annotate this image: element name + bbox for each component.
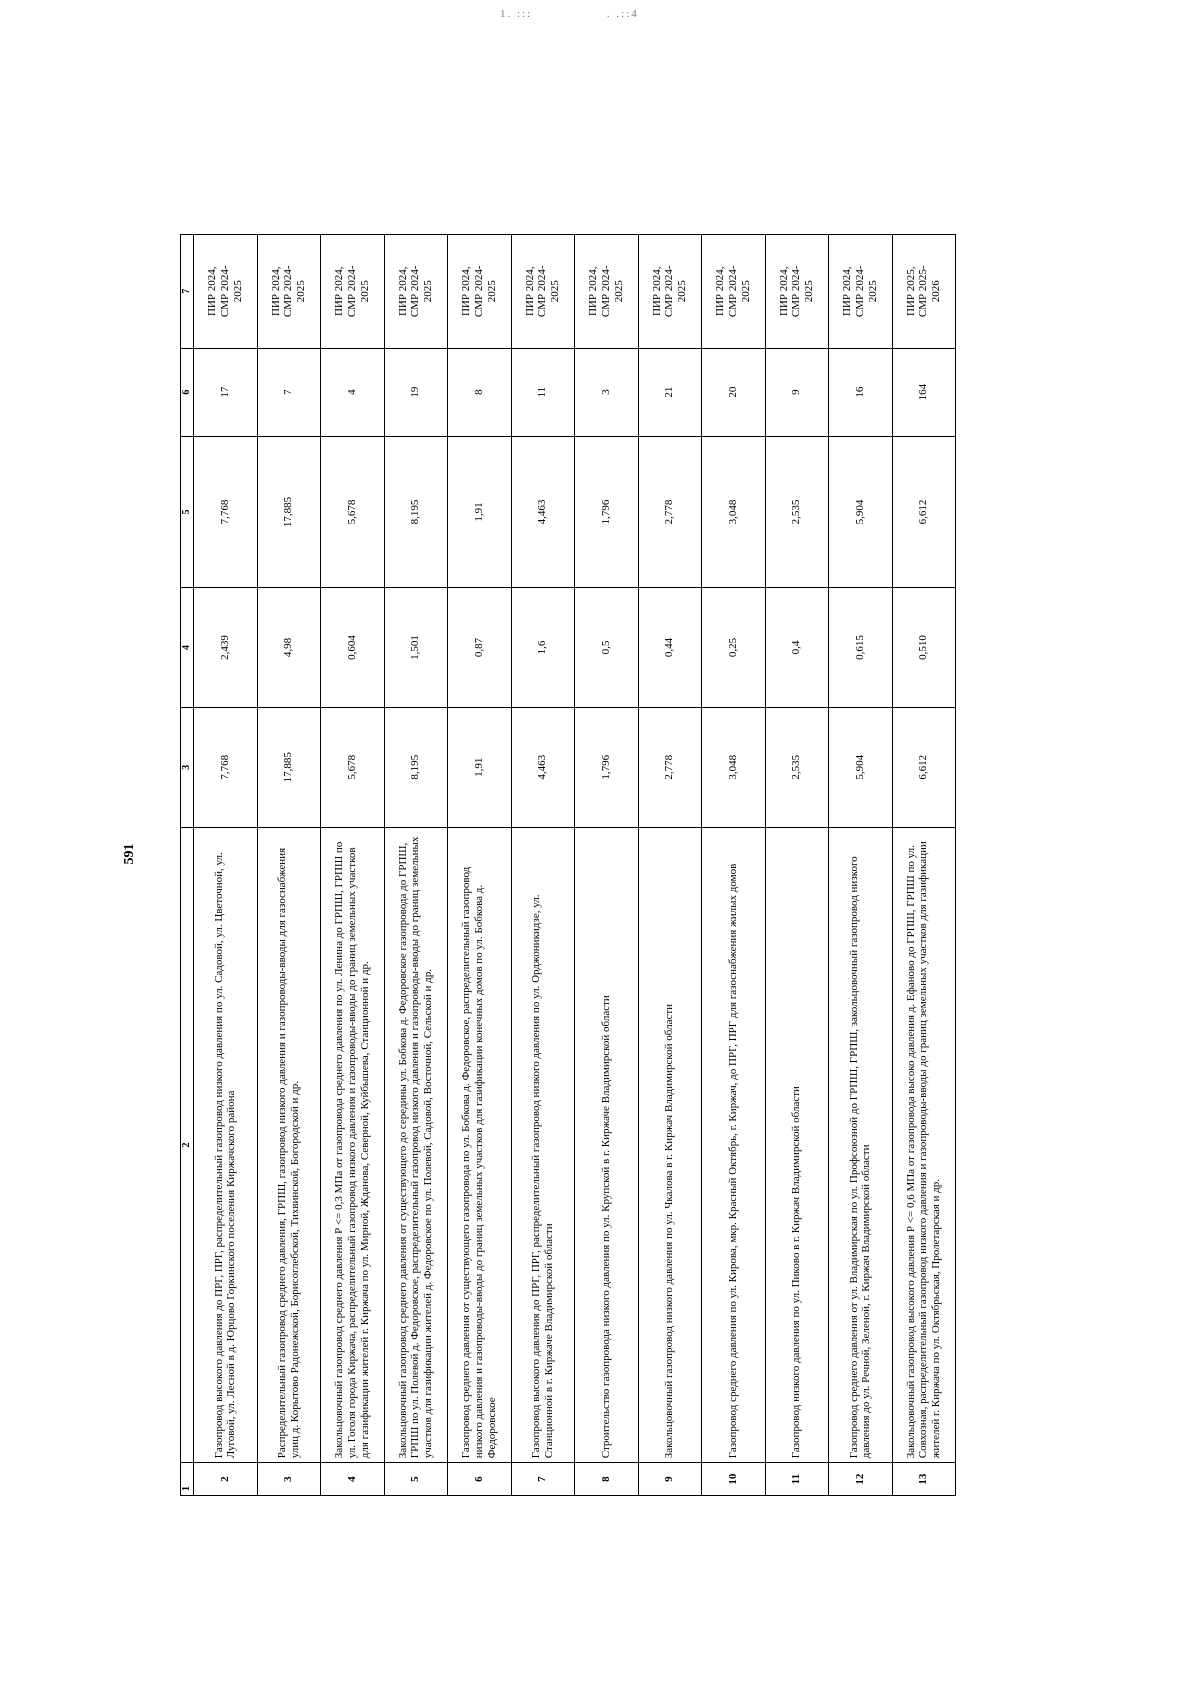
schedule-cell bbox=[829, 235, 893, 349]
schedule-cell bbox=[702, 235, 766, 349]
schedule-line: 2025 bbox=[231, 280, 244, 303]
col6-value: 21 bbox=[638, 348, 702, 436]
row-number: 8 bbox=[575, 1463, 639, 1496]
col4-value: 0,615 bbox=[829, 588, 893, 708]
col6-value: 8 bbox=[448, 348, 512, 436]
schedule-line: ПИР 2024, bbox=[333, 266, 346, 317]
col5-value: 3,048 bbox=[702, 436, 766, 587]
schedule-line: ПИР 2025, bbox=[904, 266, 917, 317]
schedule-line: ПИР 2024, bbox=[650, 266, 663, 317]
col6-value: 3 bbox=[575, 348, 639, 436]
col5-value: 6,612 bbox=[892, 436, 956, 587]
col5-value: 4,463 bbox=[511, 436, 575, 587]
column-header: 5 bbox=[181, 436, 194, 587]
col3-value: 5,904 bbox=[829, 707, 893, 827]
schedule-line: СМР 2024- bbox=[790, 265, 803, 318]
col3-value: 2,778 bbox=[638, 707, 702, 827]
row-number: 9 bbox=[638, 1463, 702, 1496]
schedule-cell bbox=[384, 235, 448, 349]
schedule-line: СМР 2024- bbox=[282, 265, 295, 318]
col3-value: 7,768 bbox=[194, 707, 258, 827]
col3-value: 1,796 bbox=[575, 707, 639, 827]
schedule-line: СМР 2025- bbox=[917, 265, 930, 318]
row-number: 6 bbox=[448, 1463, 512, 1496]
object-description: Газопровод низкого давления по ул. Пиково в г. Киржач Владимирской области bbox=[765, 827, 829, 1463]
col5-value: 1,796 bbox=[575, 436, 639, 587]
col4-value: 1,501 bbox=[384, 588, 448, 708]
schedule-cell bbox=[765, 235, 829, 349]
object-description: Газопровод среднего давления от существующего газопровода по ул. Бобкова д. Федоровское, распределительный газопровод низкого давления и газопроводы-вводы до границ земельных участков для газификации конечных домов по ул. Бобкова д. Федоровское bbox=[448, 827, 512, 1463]
schedule-line: ПИР 2024, bbox=[523, 266, 536, 317]
object-description: Закольцовочный газопровод высокого давления Р <= 0,6 МПа от газопровода высоко давления д. Ефаново до ГРПШ, ГРПШ по ул. Совхозная, распределительный газопровод низкого давления и газопроводы-вводы до границ земельных участков для газификации жителей г. Киржача по ул. Октябрьская, Пролетарская и др. bbox=[892, 827, 956, 1463]
column-header: 4 bbox=[181, 588, 194, 708]
col6-value: 17 bbox=[194, 348, 258, 436]
table-row bbox=[257, 235, 321, 1496]
schedule-line: ПИР 2024, bbox=[269, 266, 282, 317]
col3-value: 3,048 bbox=[702, 707, 766, 827]
schedule-cell bbox=[194, 235, 258, 349]
table-row bbox=[511, 235, 575, 1496]
col5-value: 2,535 bbox=[765, 436, 829, 587]
col5-value: 1,91 bbox=[448, 436, 512, 587]
schedule-line: СМР 2024- bbox=[472, 265, 485, 318]
row-number: 12 bbox=[829, 1463, 893, 1496]
table-row bbox=[194, 235, 258, 1496]
col4-value: 0,4 bbox=[765, 588, 829, 708]
header-row bbox=[181, 235, 194, 1496]
schedule-line: ПИР 2024, bbox=[587, 266, 600, 317]
schedule-line: СМР 2024- bbox=[853, 265, 866, 318]
row-number: 7 bbox=[511, 1463, 575, 1496]
col6-value: 19 bbox=[384, 348, 448, 436]
schedule-cell bbox=[511, 235, 575, 349]
page-number: 591 bbox=[122, 843, 137, 865]
schedule-line: 2025 bbox=[549, 280, 562, 303]
col5-value: 7,768 bbox=[194, 436, 258, 587]
col4-value: 2,439 bbox=[194, 588, 258, 708]
table-row bbox=[702, 235, 766, 1496]
table-row bbox=[892, 235, 956, 1496]
schedule-cell bbox=[638, 235, 702, 349]
col3-value: 4,463 bbox=[511, 707, 575, 827]
col5-value: 8,195 bbox=[384, 436, 448, 587]
scan-mark: 1. ::: bbox=[500, 8, 533, 20]
col4-value: 1,6 bbox=[511, 588, 575, 708]
row-number: 10 bbox=[702, 1463, 766, 1496]
object-description: Закольцовочный газопровод среднего давления Р <= 0,3 МПа от газопровода среднего давления по ул. Ленина до ГРПШ, ГРПШ по ул. Гоголя города Киржача, распределительный газопровод низкого давления и газопроводы-вводы до границ земельных участков для газификации жителей г. Киржача по ул. Мирной, Жданова, Северной, Куйбышева, Станционной и др. bbox=[321, 827, 385, 1463]
scan-mark: . .::4 bbox=[606, 8, 639, 20]
col5-value: 17,885 bbox=[257, 436, 321, 587]
schedule-cell bbox=[257, 235, 321, 349]
rotated-table-container bbox=[180, 234, 956, 1496]
col3-value: 6,612 bbox=[892, 707, 956, 827]
schedule-line: ПИР 2024, bbox=[206, 266, 219, 317]
col3-value: 2,535 bbox=[765, 707, 829, 827]
object-description: Закольцовочный газопровод среднего давления от существующего до середины ул. Бобкова д. Федоровское газопровода до ГРПШ, ГРПШ по ул. Полевой д. Федоровское, распределительный газопровод низкого давления и газопроводы-вводы до границ земельных участков для газификации жителей д. Федоровское по ул. Полевой, Садовой, Восточной, Сельской и др. bbox=[384, 827, 448, 1463]
gas-pipeline-table bbox=[180, 234, 956, 1496]
schedule-line: ПИР 2024, bbox=[841, 266, 854, 317]
schedule-line: 2025 bbox=[485, 280, 498, 303]
col6-value: 7 bbox=[257, 348, 321, 436]
col6-value: 4 bbox=[321, 348, 385, 436]
schedule-line: 2025 bbox=[803, 280, 816, 303]
schedule-line: ПИР 2024, bbox=[714, 266, 727, 317]
schedule-line: 2025 bbox=[295, 280, 308, 303]
object-description: Газопровод высокого давления до ПРГ, ПРГ, распределительный газопровод низкого давления по ул. Орджоникидзе, ул. Станционной в г. Киржаче Владимирской области bbox=[511, 827, 575, 1463]
table-row bbox=[765, 235, 829, 1496]
schedule-cell bbox=[321, 235, 385, 349]
schedule-line: СМР 2024- bbox=[663, 265, 676, 318]
table-row bbox=[448, 235, 512, 1496]
table-row bbox=[321, 235, 385, 1496]
schedule-line: 2026 bbox=[930, 280, 943, 303]
col3-value: 8,195 bbox=[384, 707, 448, 827]
schedule-cell bbox=[448, 235, 512, 349]
table-row bbox=[638, 235, 702, 1496]
col5-value: 5,904 bbox=[829, 436, 893, 587]
col6-value: 11 bbox=[511, 348, 575, 436]
col4-value: 0,604 bbox=[321, 588, 385, 708]
object-description: Строительство газопровода низкого давления по ул. Крупской в г. Киржаче Владимирской области bbox=[575, 827, 639, 1463]
col4-value: 4,98 bbox=[257, 588, 321, 708]
col4-value: 0,44 bbox=[638, 588, 702, 708]
schedule-line: СМР 2024- bbox=[536, 265, 549, 318]
object-description: Закольцовочный газопровод низкого давления по ул. Чкалова в г. Киржач Владимирской области bbox=[638, 827, 702, 1463]
schedule-line: 2025 bbox=[358, 280, 371, 303]
row-number: 5 bbox=[384, 1463, 448, 1496]
col6-value: 16 bbox=[829, 348, 893, 436]
column-header: 2 bbox=[181, 827, 194, 1463]
schedule-line: ПИР 2024, bbox=[396, 266, 409, 317]
table-row bbox=[384, 235, 448, 1496]
col6-value: 20 bbox=[702, 348, 766, 436]
col3-value: 5,678 bbox=[321, 707, 385, 827]
object-description: Газопровод высокого давления до ПРГ, ПРГ, распределительный газопровод низкого давления по ул. Садовой, ул. Цветочной, ул. Луговой, ул. Лесной в д. Юрцово Горкинского поселения Киржачского района bbox=[194, 827, 258, 1463]
schedule-line: СМР 2024- bbox=[218, 265, 231, 318]
col3-value: 1,91 bbox=[448, 707, 512, 827]
table-row bbox=[829, 235, 893, 1496]
row-number: 13 bbox=[892, 1463, 956, 1496]
schedule-line: СМР 2024- bbox=[599, 265, 612, 318]
table-row bbox=[575, 235, 639, 1496]
column-header: 7 bbox=[181, 235, 194, 349]
column-header: 1 bbox=[181, 1463, 194, 1496]
schedule-line: 2025 bbox=[866, 280, 879, 303]
object-description: Газопровод среднего давления от ул. Владимирская по ул. Профсоюзной до ГРПШ, ГРПШ, закольцовочный газопровод низкого давления до ул. Речной, Зеленой, г. Киржач Владимирской области bbox=[829, 827, 893, 1463]
col3-value: 17,885 bbox=[257, 707, 321, 827]
schedule-line: СМР 2024- bbox=[409, 265, 422, 318]
row-number: 3 bbox=[257, 1463, 321, 1496]
schedule-cell bbox=[892, 235, 956, 349]
schedule-cell bbox=[575, 235, 639, 349]
col4-value: 0,510 bbox=[892, 588, 956, 708]
column-header: 6 bbox=[181, 348, 194, 436]
col4-value: 0,5 bbox=[575, 588, 639, 708]
schedule-line: ПИР 2024, bbox=[460, 266, 473, 317]
object-description: Распределительный газопровод среднего давления, ГРПШ, газопровод низкого давления и газопроводы-вводы для газоснабжения улиц д. Корытово Радонежской, Борисоглебской, Тихвинской, Богородской и др. bbox=[257, 827, 321, 1463]
col4-value: 0,25 bbox=[702, 588, 766, 708]
schedule-line: 2025 bbox=[739, 280, 752, 303]
col5-value: 5,678 bbox=[321, 436, 385, 587]
schedule-line: 2025 bbox=[612, 280, 625, 303]
schedule-line: СМР 2024- bbox=[726, 265, 739, 318]
schedule-line: 2025 bbox=[676, 280, 689, 303]
column-header: 3 bbox=[181, 707, 194, 827]
col4-value: 0,87 bbox=[448, 588, 512, 708]
schedule-line: ПИР 2024, bbox=[777, 266, 790, 317]
row-number: 4 bbox=[321, 1463, 385, 1496]
schedule-line: СМР 2024- bbox=[345, 265, 358, 318]
col6-value: 164 bbox=[892, 348, 956, 436]
object-description: Газопровод среднего давления по ул. Кирова, мкр. Красный Октябрь, г. Киржач, до ПРГ, ПРГ для газоснабжения жилых домов bbox=[702, 827, 766, 1463]
schedule-line: 2025 bbox=[422, 280, 435, 303]
col6-value: 9 bbox=[765, 348, 829, 436]
row-number: 2 bbox=[194, 1463, 258, 1496]
row-number: 11 bbox=[765, 1463, 829, 1496]
scan-artifacts bbox=[500, 8, 709, 20]
col5-value: 2,778 bbox=[638, 436, 702, 587]
